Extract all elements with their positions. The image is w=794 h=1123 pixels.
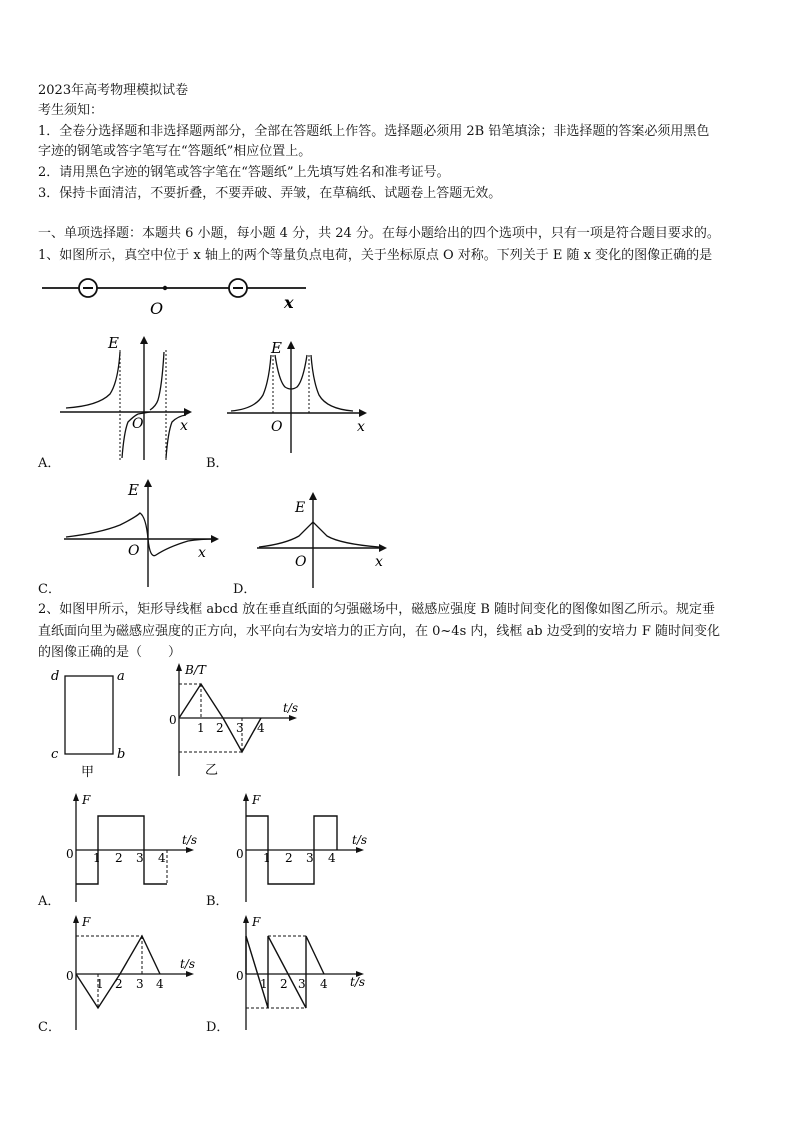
q2-stem-3: 的图像正确的是（ ） [38,645,182,660]
fig-jia-label: 甲 [81,765,95,780]
q1-graph-c [60,475,225,590]
tick-4: 4 [156,977,164,991]
tick-2: 2 [216,721,224,735]
q2-graph-a [62,790,212,905]
q2-bt-graph [165,660,315,780]
q2-stem-2: 直纸面向里为磁感应强度的正方向，水平向右为安培力的正方向，在 0~4s 内，线框 ab 边受到的安培力 F 随时间变化 [38,624,720,639]
tick-4: 4 [328,851,336,865]
exam-title: 2023年高考物理模拟试卷 [38,83,189,98]
label-d: d [51,669,60,684]
q1-graph-b [225,335,375,455]
origin-label: O [271,419,283,435]
negative-charge-left [79,279,97,297]
q2-stem-1: 2、如图甲所示，矩形导线框 abcd 放在垂直纸面的匀强磁场中，磁感应强度 B 随时间变化的图像如图乙所示。规定垂 [38,602,716,617]
origin-label: O [150,299,164,318]
origin-label: 0 [169,713,177,727]
tick-2: 2 [285,851,293,865]
tick-1: 1 [260,977,268,991]
origin-label: 0 [236,969,244,983]
t-axis-label: t/s [180,957,196,971]
negative-charge-right [229,279,247,297]
origin-dot [163,286,167,290]
b-axis-label: B/T [185,663,206,677]
q1-stem: 1、如图所示，真空中位于 x 轴上的两个等量负点电荷，关于坐标原点 O 对称。下列关于 E 随 x 变化的图像正确的是 [38,248,713,263]
tick-2: 2 [115,977,123,991]
t-axis-label: t/s [283,701,299,715]
tick-3: 3 [136,851,144,865]
tick-3: 3 [136,977,144,991]
tick-1: 1 [197,721,205,735]
origin-label: 0 [236,847,244,861]
f-axis-label: F [252,915,261,929]
e-label: E [295,500,306,516]
origin-label: O [295,554,307,570]
e-label: E [271,339,282,357]
f-axis-label: F [82,915,91,929]
q2-graph-d [232,912,382,1032]
q2-option-b[interactable]: B． [206,894,229,909]
origin-label: O [132,416,144,432]
x-label: x [198,545,206,561]
notice-1-cont: 字迹的钢笔或答字笔写在“答题纸”相应位置上。 [38,144,312,159]
q1-charge-diagram [38,270,318,320]
notice-2: 2．请用黑色字迹的钢笔或答字笔在“答题纸”上先填写姓名和准考证号。 [38,165,450,180]
q2-graph-c [62,912,212,1032]
q2-graph-b [232,790,382,905]
q1-option-b[interactable]: B． [206,456,229,471]
x-label: x [180,418,188,434]
q1-graph-d [255,490,395,590]
q1-option-d[interactable]: D． [233,582,257,597]
x-label: x [357,419,365,435]
notice-1: 1．全卷分选择题和非选择题两部分，全部在答题纸上作答。选择题必须用 2B 铅笔填涂；非选择题的答案必须用黑色 [38,124,710,139]
label-c: c [51,747,59,762]
tick-4: 4 [320,977,328,991]
tick-1: 1 [96,977,104,991]
t-axis-label: t/s [350,975,366,989]
e-label: E [108,334,119,352]
tick-3: 3 [306,851,314,865]
q1-option-a[interactable]: A． [38,456,61,471]
q2-option-d[interactable]: D． [206,1020,230,1035]
f-axis-label: F [252,793,261,807]
f-axis-label: F [82,793,91,807]
tick-1: 1 [93,851,101,865]
fig-yi-label: 乙 [205,763,219,778]
notice-title: 考生须知： [38,103,104,118]
q2-option-c[interactable]: C． [38,1020,61,1035]
q1-option-c[interactable]: C． [38,582,61,597]
section-heading: 一、单项选择题：本题共 6 小题，每小题 4 分，共 24 分。在每小题给出的四个选项中，只有一项是符合题目要求的。 [38,226,720,241]
q2-frame-diagram [45,666,135,781]
tick-2: 2 [115,851,123,865]
tick-3: 3 [298,977,306,991]
origin-label: O [128,543,140,559]
origin-label: 0 [66,847,74,861]
label-a: a [117,669,125,684]
t-axis-label: t/s [352,833,368,847]
origin-label: 0 [66,969,74,983]
tick-1: 1 [263,851,271,865]
x-label: x [375,554,383,570]
q1-graph-a [58,330,198,465]
q2-option-a[interactable]: A． [38,894,61,909]
t-axis-label: t/s [182,833,198,847]
e-label: E [128,481,139,499]
x-label: x [284,293,294,312]
tick-2: 2 [280,977,288,991]
tick-3: 3 [236,721,244,735]
tick-4: 4 [257,721,265,735]
notice-3: 3．保持卡面清洁，不要折叠，不要弄破、弄皱，在草稿纸、试题卷上答题无效。 [38,186,502,201]
label-b: b [117,747,126,762]
tick-4: 4 [158,851,166,865]
